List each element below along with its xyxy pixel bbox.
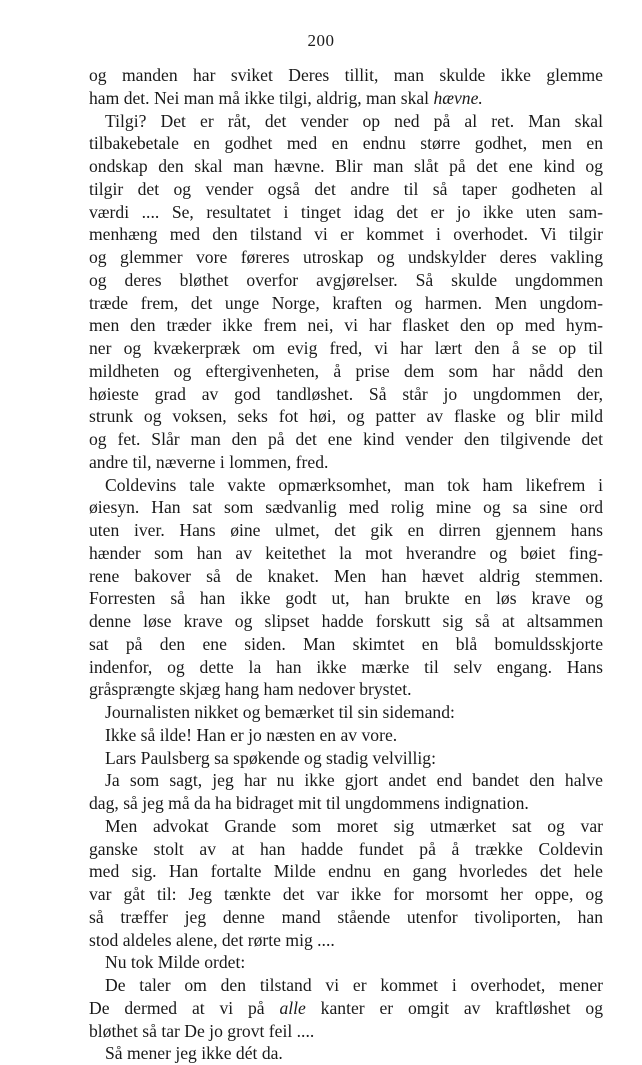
text-segment: ganske stolt av at han hadde fundet på å trække Coldevin [89, 838, 603, 859]
text-segment: og fet. Slår man den på det ene kind vender den tilgivende det [89, 429, 603, 449]
emphasized-word: hævne. [433, 87, 483, 108]
text-line [89, 997, 603, 1020]
text-segment: Tilgi? Det er råt, det vender op ned på al ret. Man skal [105, 110, 603, 131]
text-segment: hænder som han av keitethet la mot hverandre og bøiet fing- [89, 542, 603, 563]
text-segment: øiesyn. Han sat som sædvanlig med rolig mine og sa sine ord [89, 497, 603, 518]
text-segment: stod aldeles alene, det rørte mig .... [89, 929, 335, 950]
text-line [89, 155, 603, 178]
text-line [89, 428, 603, 451]
text-line [89, 1042, 603, 1065]
text-segment: og deres bløthet overfor avgjørelser. Så skulde ungdommen [89, 269, 603, 290]
text-line [89, 792, 603, 815]
text-line [89, 496, 603, 519]
text-segment: ner og kvækerpræk om evig fred, vi har lært den å se op til [89, 338, 603, 358]
text-segment: var gåt til: Jeg tænkte det var ikke for morsomt her oppe, og [89, 884, 603, 904]
text-segment: strunk og voksen, seks fot høi, og patter av flaske og blir mild [89, 406, 603, 427]
text-line [89, 815, 603, 838]
text-line [89, 724, 603, 747]
text-segment: Coldevins tale vakte opmærksomhet, man tok ham likefrem i [105, 474, 603, 495]
text-line [89, 565, 603, 588]
text-segment: men den træder ikke frem nei, vi har flasket den op med hym- [89, 315, 603, 336]
text-line [89, 132, 603, 155]
text-segment: uten iver. Hans øine ulmet, det gik en dirren gjennem hans [89, 520, 603, 540]
text-line [89, 178, 603, 201]
text-segment: dag, så jeg må da ha bidraget mit til ungdommens indignation. [89, 793, 529, 813]
text-segment: Men advokat Grande som moret sig utmærket sat og var [105, 815, 603, 836]
text-segment: sat på den ene siden. Man skimtet en blå bomuldsskjorte [89, 633, 603, 654]
text-line [89, 451, 603, 474]
page-number: 200 [307, 31, 335, 50]
text-segment: gråsprængte skjæg hang ham nedover brystet. [89, 679, 412, 700]
text-line [89, 747, 603, 770]
text-segment: høieste grad av god tandløshet. Så står jo ungdommen der, [89, 383, 603, 404]
text-segment: og manden har sviket Deres tillit, man skulde ikke glemme [89, 65, 603, 85]
text-segment: ondskap den skal man hævne. Blir man slåt på det ene kind og [89, 156, 603, 176]
text-line [89, 678, 603, 701]
text-segment: De taler om den tilstand vi er kommet i overhodet, mener [105, 975, 603, 995]
text-line [89, 223, 603, 246]
text-line [89, 405, 603, 428]
text-segment: De dermed at vi på [89, 997, 280, 1018]
text-line [89, 337, 603, 360]
text-segment: tilgir det og vender også det andre til så taper godheten al [89, 178, 603, 199]
text-segment: Så mener jeg ikke dét da. [105, 1043, 283, 1064]
text-line [89, 474, 603, 497]
text-line [89, 974, 603, 997]
text-line [89, 383, 603, 406]
text-line [89, 314, 603, 337]
text-segment: indenfor, og dette la han ikke mærke til selv engang. Hans [89, 656, 603, 677]
text-line [89, 519, 603, 542]
text-segment: denne løse krave og slipset hadde forskutt sig så at altsammen [89, 611, 603, 631]
text-segment: Lars Paulsberg sa spøkende og stadig velvillig: [105, 747, 436, 768]
text-line [89, 656, 603, 679]
text-segment: Nu tok Milde ordet: [105, 952, 246, 973]
text-segment: værdi .... Se, resultatet i tinget idag det er jo ikke uten sam- [89, 201, 603, 222]
text-line [89, 110, 603, 133]
text-segment: rene bakover så de knaket. Men han hævet aldrig stemmen. [89, 565, 603, 586]
text-segment: andre til, næverne i lommen, fred. [89, 451, 329, 472]
text-segment: bløthet så tar De jo grovt feil .... [89, 1020, 315, 1041]
text-line [89, 87, 603, 110]
text-segment: og glemmer vore føreres utroskap og undskylder deres vakling [89, 247, 603, 267]
text-line [89, 838, 603, 861]
text-segment: ham det. Nei man må ikke tilgi, aldrig, man skal [89, 87, 434, 108]
text-line [89, 883, 603, 906]
text-line [89, 769, 603, 792]
text-line [89, 292, 603, 315]
text-line [89, 246, 603, 269]
text-segment: så træffer jeg denne mand stående utenfor tivoliporten, han [89, 906, 603, 927]
text-line [89, 951, 603, 974]
text-line [89, 906, 603, 929]
text-line [89, 701, 603, 724]
text-segment: Ikke så ilde! Han er jo næsten en av vore. [105, 724, 398, 745]
text-segment: træde frem, det unge Norge, kraften og harmen. Men ungdom- [89, 292, 603, 313]
text-segment: menhæng med den tilstand vi er kommet i overhodet. Vi tilgir [89, 224, 603, 245]
text-line [89, 201, 603, 224]
text-line [89, 860, 603, 883]
emphasized-word: alle [279, 997, 306, 1018]
text-line [89, 64, 603, 87]
text-segment: med sig. Han fortalte Milde endnu en gang hvorledes det hele [89, 861, 603, 882]
text-segment: kanter er omgit av kraftløshet og [305, 997, 603, 1018]
text-line [89, 1020, 603, 1043]
text-line [89, 633, 603, 656]
text-segment: Ja som sagt, jeg har nu ikke gjort andet end bandet den halve [105, 770, 603, 791]
text-segment: Journalisten nikket og bemærket til sin sidemand: [105, 702, 455, 722]
body-text [89, 64, 603, 1065]
text-line [89, 929, 603, 952]
text-segment: Forresten så han ikke godt ut, han brukte en løs krave og [89, 588, 603, 609]
text-segment: tilbakebetale en godhet med en endnu større godhet, men en [89, 133, 603, 154]
text-segment: mildheten og eftergivenheten, å prise dem som har nådd den [89, 360, 603, 381]
text-line [89, 610, 603, 633]
text-line [89, 269, 603, 292]
text-line [89, 587, 603, 610]
text-line [89, 542, 603, 565]
text-line [89, 360, 603, 383]
